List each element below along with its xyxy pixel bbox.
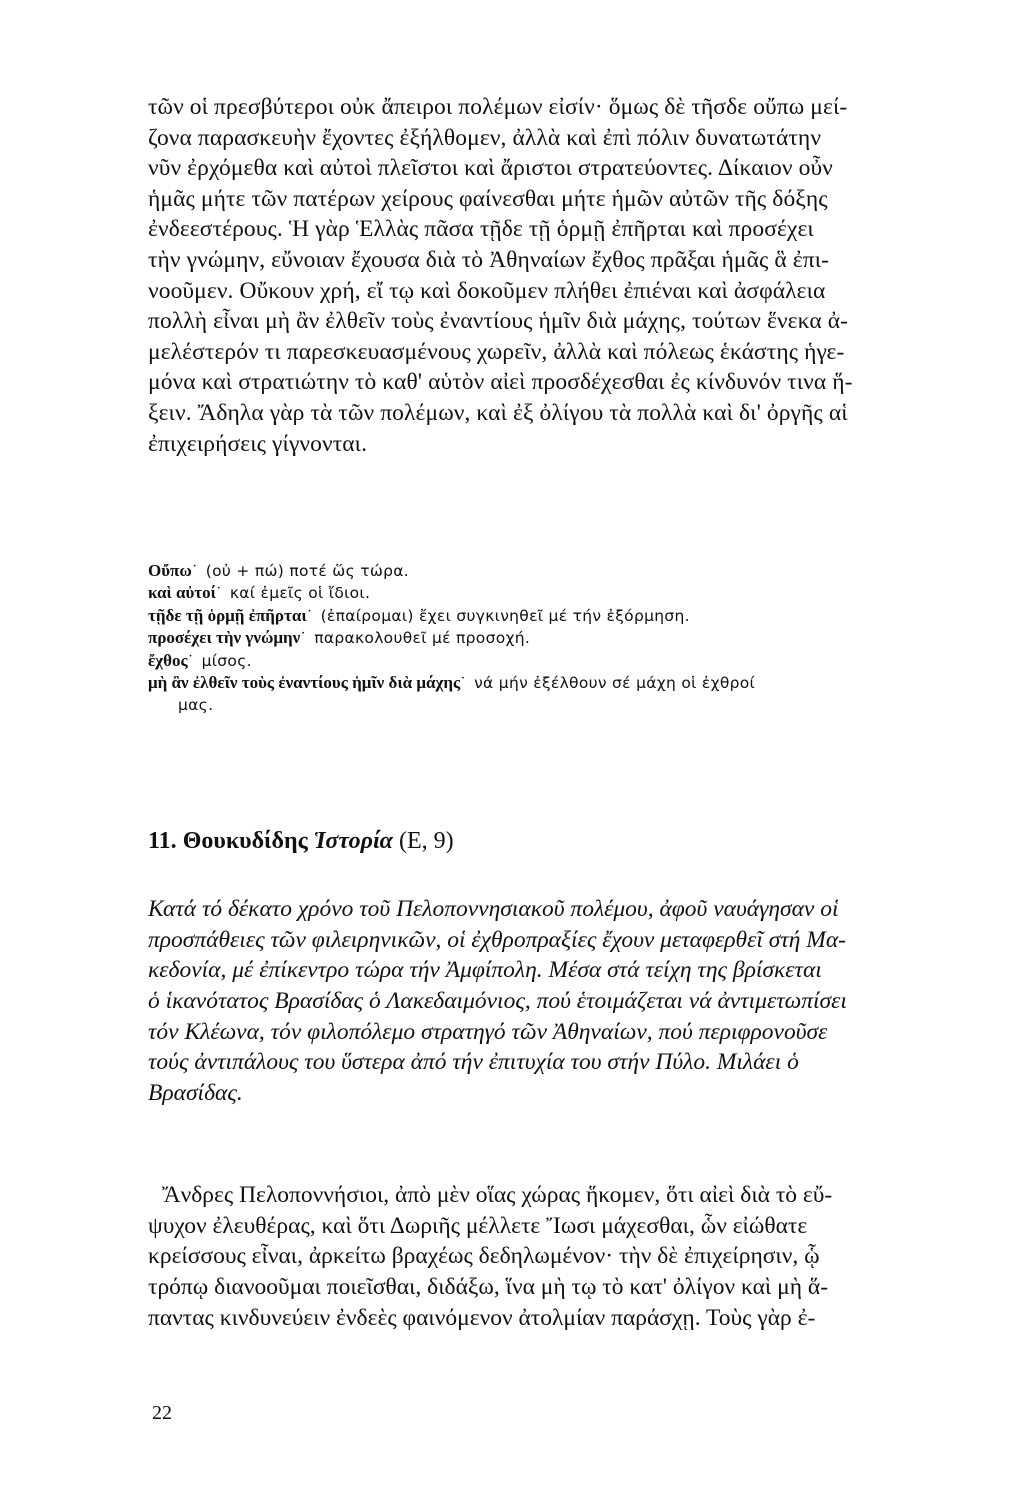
intro-line: Βρασίδας. (148, 1080, 243, 1107)
passage-line: ζονα παρασκευὴν ἔχοντες ἐξήλθομεν, ἀλλὰ καὶ ἐπὶ πόλιν δυνατωτάτην (148, 124, 822, 151)
section-author: Θουκυδίδης (182, 828, 308, 854)
glossary-entry: Οὔπω˙ (οὐ + πώ) ποτέ ὥς τώρα. (148, 561, 409, 580)
section-reference: (Ε, 9) (398, 828, 454, 854)
intro-line: Κατά τό δέκατο χρόνο τοῦ Πελοποννησιακοῦ πολέμου, ἀφοῦ ναυάγησαν οἱ (148, 896, 839, 922)
section-number: 11. (148, 828, 177, 854)
glossary-definition: (ἐπαίρομαι) ἔχει συγκινηθεῖ μέ τήν ἐξόρμηση. (320, 606, 690, 625)
speech-line: ψυχον ἐλευθέρας, καὶ ὅτι Δωριῆς μέλλετε Ἴωσι μάχεσθαι, ὧν εἰώθατε (148, 1212, 808, 1239)
intro-line: κεδονία, μέ ἐπίκεντρο τώρα τήν Ἀμφίπολη. Μέσα στά τείχη της βρίσκεται (148, 957, 822, 984)
glossary-entry: ἔχθος˙ μίσος. (148, 650, 252, 670)
section-heading (148, 828, 454, 855)
section-work: Ἱστορία (313, 828, 393, 854)
passage-line: ἡμᾶς μήτε τῶν πατέρων χείρους φαίνεσθαι μήτε ἡμῶν αὐτῶν τῆς δόξης (148, 185, 828, 212)
glossary-entry: καὶ αὐτοί˙ καί ἐμεῖς οἱ ἴδιοι. (148, 583, 371, 603)
glossary-entry: τῇδε τῇ ὁρμῇ ἐπῆρται˙ (ἐπαίρομαι) ἔχει συγκινηθεῖ μέ τήν ἐξόρμηση. (148, 605, 690, 625)
glossary-entry-continuation (148, 694, 1008, 716)
intro-paragraph (148, 894, 988, 1109)
glossary-definition: παρακολουθεῖ μέ προσοχή. (314, 629, 531, 648)
intro-line: τόν Κλέωνα, τόν φιλοπόλεμο στρατηγό τῶν Ἀθηναίων, πού περιφρονοῦσε (148, 1018, 828, 1045)
speech-line: παντας κινδυνεύειν ἐνδεὲς φαινόμενον ἀτολμίαν παράσχῃ. Τοὺς γὰρ ἐ- (148, 1304, 816, 1331)
passage-line: νοοῦμεν. Οὔκουν χρή, εἴ τῳ καὶ δοκοῦμεν πλήθει ἐπιέναι καὶ ἀσφάλεια (148, 277, 826, 304)
passage-line: πολλὴ εἶναι μὴ ἂν ἐλθεῖν τοὺς ἐναντίους ἡμῖν διὰ μάχης, τούτων ἕνεκα ἀ- (148, 308, 849, 335)
intro-line: ὁ ἱκανότατος Βρασίδας ὁ Λακεδαιμόνιος, πού ἑτοιμάζεται νά ἀντιμετωπίσει (148, 988, 847, 1015)
speech-line: Ἄνδρες Πελοποννήσιοι, ἀπὸ μὲν οἵας χώρας ἥκομεν, ὅτι αἰεὶ διὰ τὸ εὔ- (162, 1182, 833, 1208)
intro-line: τούς ἀντιπάλους του ὕστερα ἀπό τήν ἐπιτυχία του στήν Πύλο. Μιλάει ὁ (148, 1049, 799, 1076)
glossary-term: μὴ ἂν ἐλθεῖν τοὺς ἐναντίους ἡμῖν διὰ μάχης (148, 672, 461, 692)
glossary-term: τῇδε τῇ ὁρμῇ ἐπῆρται (148, 605, 307, 625)
passage-line: νῦν ἐρχόμεθα καὶ αὐτοὶ πλεῖστοι καὶ ἄριστοι στρατεύοντες. Δίκαιον οὖν (148, 155, 833, 182)
glossary-definition: (οὐ + πώ) ποτέ ὥς τώρα. (205, 562, 409, 580)
passage-line: ξειν. Ἄδηλα γὰρ τὰ τῶν πολέμων, καὶ ἐξ ὀλίγου τὰ πολλὰ καὶ δι' ὀργῆς αἱ (148, 399, 848, 426)
glossary-term: προσέχει τὴν γνώμην (148, 628, 301, 648)
glossary-definition-continuation: μας. (178, 696, 214, 715)
passage-line: ἐνδεεστέρους. Ἡ γὰρ Ἑλλὰς πᾶσα τῇδε τῇ ὁρμῇ ἐπῆρται καὶ προσέχει (148, 216, 814, 243)
greek-passage (148, 92, 988, 459)
speech-passage (148, 1180, 988, 1333)
glossary-term: ἔχθος (148, 650, 188, 670)
glossary-definition: μίσος. (201, 651, 252, 670)
glossary-definition: νά μήν ἐξέλθουν σέ μάχη οἱ ἐχθροί (474, 673, 756, 692)
glossary-term: Οὔπω (148, 561, 192, 580)
speech-line: τρόπῳ διανοοῦμαι ποιεῖσθαι, διδάξω, ἵνα μὴ τῳ τὸ κατ' ὀλίγον καὶ μὴ ἅ- (148, 1274, 829, 1301)
glossary-term: καὶ αὐτοί (148, 583, 216, 603)
glossary (148, 560, 1008, 717)
intro-line: προσπάθειες τῶν φιλειρηνικῶν, οἱ ἐχθροπραξίες ἔχουν μεταφερθεῖ στή Μα- (148, 926, 847, 953)
glossary-entry: μὴ ἂν ἐλθεῖν τοὺς ἐναντίους ἡμῖν διὰ μάχης˙ νά μήν ἐξέλθουν σέ μάχη οἱ ἐχθροί (148, 672, 756, 692)
passage-line: τὴν γνώμην, εὔνοιαν ἔχουσα διὰ τὸ Ἀθηναίων ἔχθος πρᾶξαι ἡμᾶς ἃ ἐπι- (148, 246, 830, 273)
passage-line: μόνα καὶ στρατιώτην τὸ καθ' αὑτὸν αἰεὶ προσδέχεσθαι ἐς κίνδυνόν τινα ἥ- (148, 369, 853, 396)
speech-line: κρείσσους εἶναι, ἀρκείτω βραχέως δεδηλωμένον· τὴν δὲ ἐπιχείρησιν, ᾧ (148, 1243, 820, 1270)
glossary-definition: καί ἐμεῖς οἱ ἴδιοι. (229, 584, 371, 603)
passage-line: μελέστερόν τι παρεσκευασμένους χωρεῖν, ἀλλὰ καὶ πόλεως ἑκάστης ἡγε- (148, 338, 845, 365)
page-number: 22 (152, 1402, 172, 1424)
passage-line: ἐπιχειρήσεις γίγνονται. (148, 430, 368, 457)
glossary-entry: προσέχει τὴν γνώμην˙ παρακολουθεῖ μέ προσοχή. (148, 628, 531, 648)
passage-line: τῶν οἱ πρεσβύτεροι οὐκ ἄπειροι πολέμων εἰσίν· ὅμως δὲ τῆσδε οὔπω μεί- (148, 94, 848, 120)
